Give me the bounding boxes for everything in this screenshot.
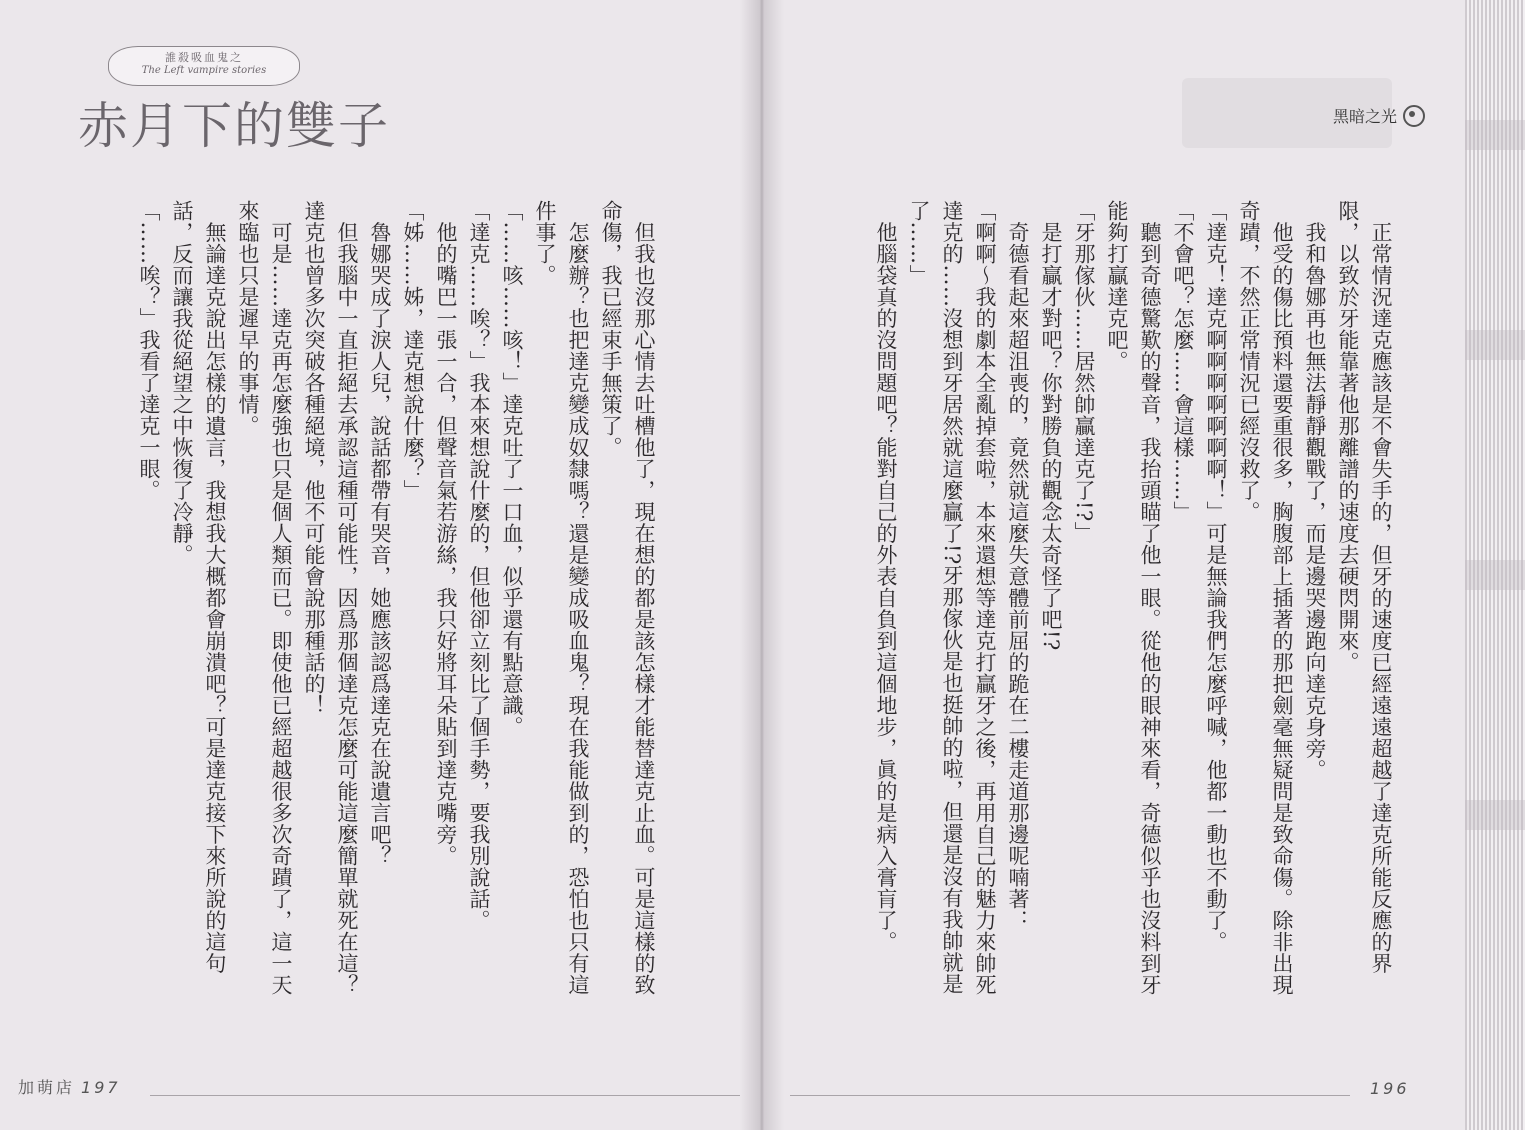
paragraph: 「不會吧？怎麼……會這樣……」 [1171,200,1195,523]
paragraph: 他的嘴巴一張一合，但聲音氣若游絲，我只好將耳朵貼到達克嘴旁。 [434,200,458,867]
right-page-number: 196 [1370,1079,1410,1098]
flower-ornament-icon [1403,105,1425,127]
paragraph: 可是……達克再怎麼強也只是個人類而已。即使他已經超越很多次奇蹟了，這一天來臨也只是遲早的事情。 [236,200,293,996]
paragraph: 「達克……唉？」我本來想說什麼的，但他卻立刻比了個手勢，要我別說話。 [467,200,491,931]
paragraph: 他腦袋真的沒問題吧？能對自己的外表自負到這個地步，眞的是病入膏肓了。 [874,200,898,953]
paragraph: 是打贏才對吧？你對勝負的觀念太奇怪了吧!? [1039,200,1063,651]
book-logo [78,46,390,156]
footer-rule [790,1095,1350,1096]
logo-series-jp: 誰殺吸血鬼之 [165,51,243,64]
logo-series-en: The Left vampire stories [141,65,267,76]
paragraph: 他受的傷比預料還要重很多，胸腹部上插著的那把劍毫無疑問是致命傷。除非出現奇蹟，不然正常情況已經沒救了。 [1237,200,1294,996]
paragraph: 「姊……姊，達克想說什麼？」 [401,200,425,501]
paragraph: 聽到奇德驚歎的聲音，我抬頭瞄了他一眼。從他的眼神來看，奇德似乎也沒料到牙能夠打贏達克吧。 [1105,200,1162,996]
page-edges [1465,0,1525,1130]
paragraph: 「……唉？」我看了達克一眼。 [137,200,161,501]
paragraph: 「……咳……咳！」達克吐了一口血，似乎還有點意識。 [500,200,524,738]
right-page-text [822,200,1397,1000]
paragraph: 魯娜哭成了淚人兒，說話都帶有哭音，她應該認爲達克在說遺言吧？ [368,200,392,867]
chapter-title: 黑暗之光 [1332,107,1397,126]
paragraph: 我和魯娜再也無法靜靜觀戰了，而是邊哭邊跑向達克身旁。 [1303,200,1327,781]
left-page [0,0,760,1130]
left-folio [18,1075,121,1098]
chapter-header [1333,104,1425,127]
publisher-name: 加萌店 [18,1078,76,1097]
paragraph: 怎麼辦？也把達克變成奴隸嗎？還是變成吸血鬼？現在我能做到的，恐怕也只有這件事了。 [533,200,590,996]
footer-rule [150,1095,740,1096]
logo-title: 赤月下的雙子 [78,97,390,155]
paragraph: 無論達克說出怎樣的遺言，我想我大概都會崩潰吧？可是達克接下來所說的這句話，反而讓我從絕望之中恢復了冷靜。 [170,200,227,974]
book-gutter [740,0,784,1130]
paragraph: 「啊啊～我的劇本全亂掉套啦，本來還想等達克打贏牙之後，再用自己的魅力來帥死達克的……沒想到牙居然就這麼贏了!?牙那傢伙是也挺帥的啦，但還是沒有我帥就是了……」 [907,200,997,996]
paragraph: 但我也沒那心情去吐槽他了，現在想的都是該怎樣才能替達克止血。可是這樣的致命傷，我已經束手無策了。 [599,200,656,996]
paragraph: 正常情況達克應該是不會失手的，但牙的速度已經遠遠超越了達克所能反應的界限，以致於牙能靠著他那離譜的速度去硬閃開來。 [1336,200,1393,974]
paragraph: 但我腦中一直拒絕去承認這種可能性，因爲那個達克怎麼可能這麼簡單就死在這？達克也曾多次突破各種絕境，他不可能會說那種話的！ [302,200,359,996]
paragraph: 「牙那傢伙……居然帥贏達克了!?」 [1072,200,1096,544]
left-page-text [137,200,660,1000]
paragraph: 奇德看起來超沮喪的，竟然就這麼失意體前屈的跪在二樓走道那邊呢喃著： [1006,200,1030,931]
paragraph: 「達克！達克啊啊啊啊啊啊啊！」可是無論我們怎麼呼喊，他都一動也不動了。 [1204,200,1228,953]
logo-ribbon [108,46,300,86]
page-number: 197 [81,1078,121,1097]
